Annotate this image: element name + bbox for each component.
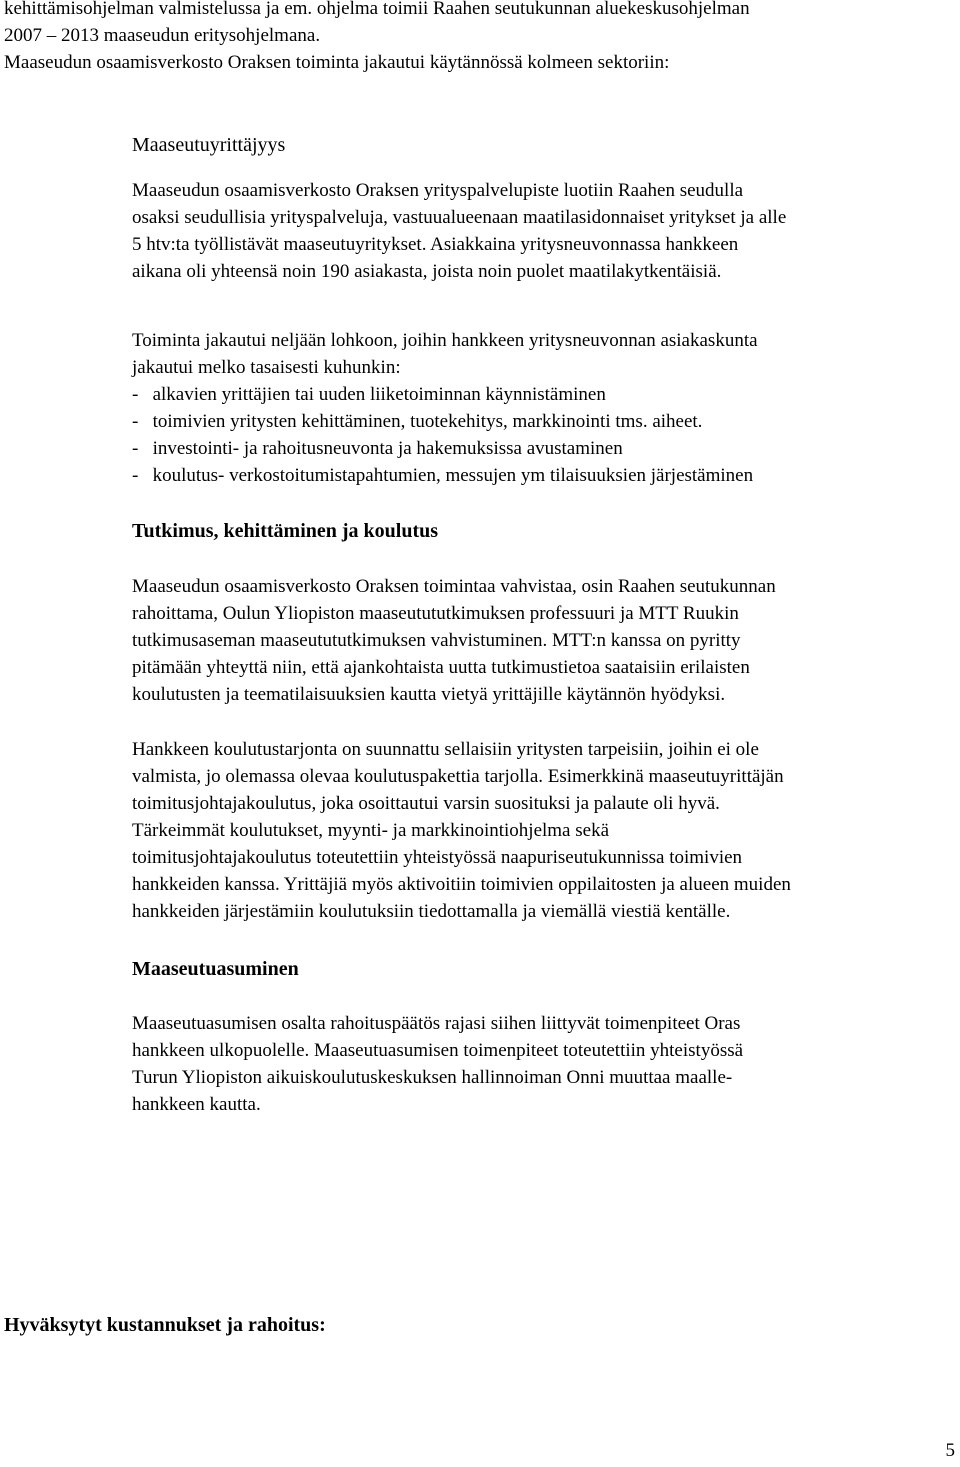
intro-line: kehittämisohjelman valmistelussa ja em. ohjelma toimii Raahen seutukunnan aluekeskusohjelman bbox=[4, 0, 750, 19]
paragraph-line: pitämään yhteyttä niin, että ajankohtaista uutta tutkimustietoa saataisiin erilaisten bbox=[132, 657, 750, 678]
paragraph-line: Tärkeimmät koulutukset, myynti- ja markkinointiohjelma sekä bbox=[132, 820, 610, 841]
intro-line: 2007 – 2013 maaseudun eritysohjelmana. bbox=[4, 25, 321, 46]
list-item: - koulutus- verkostoitumistapahtumien, messujen ym tilaisuuksien järjestäminen bbox=[132, 465, 754, 486]
paragraph-line: rahoittama, Oulun Yliopiston maaseutututkimuksen professuuri ja MTT Ruukin bbox=[132, 603, 739, 624]
section3-paragraph-1 bbox=[132, 1010, 743, 1118]
paragraph-line: Maaseudun osaamisverkosto Oraksen yrityspalvelupiste luotiin Raahen seudulla bbox=[132, 180, 744, 201]
paragraph-line: valmista, jo olemassa olevaa koulutuspakettia tarjolla. Esimerkkinä maaseutuyrittäjän bbox=[132, 766, 784, 787]
section-title-maaseutuyrittajyys: Maaseutuyrittäjyys bbox=[132, 134, 286, 156]
list-item: - investointi- ja rahoitusneuvonta ja hakemuksissa avustaminen bbox=[132, 438, 623, 459]
paragraph-line: hankkeiden järjestämiin koulutuksiin tiedottamalla ja viemällä viestiä kentälle. bbox=[132, 901, 731, 922]
paragraph-line: hankkeiden kanssa. Yrittäjiä myös aktivoitiin toimivien oppilaitosten ja alueen muiden bbox=[132, 874, 791, 895]
section-title-maaseutuasuminen: Maaseutuasuminen bbox=[132, 958, 299, 980]
page-number: 5 bbox=[945, 1440, 955, 1461]
paragraph-line: osaksi seudullisia yrityspalveluja, vastuualueenaan maatilasidonnaiset yritykset ja alle bbox=[132, 207, 787, 228]
paragraph-line: koulutusten ja teematilaisuuksien kautta vietyä yrittäjille käytännön hyödyksi. bbox=[132, 684, 726, 705]
paragraph-line: Turun Yliopiston aikuiskoulutuskeskuksen hallinnoiman Onni muuttaa maalle- bbox=[132, 1067, 733, 1088]
costs-heading: Hyväksytyt kustannukset ja rahoitus: bbox=[4, 1314, 326, 1336]
paragraph-line: hankkeen ulkopuolelle. Maaseutuasumisen toimenpiteet toteutettiin yhteistyössä bbox=[132, 1040, 744, 1061]
paragraph-line: toimitusjohtajakoulutus toteutettiin yhteistyössä naapuriseutukunnissa toimivien bbox=[132, 847, 743, 868]
section-title-tutkimus: Tutkimus, kehittäminen ja koulutus bbox=[132, 520, 439, 542]
sectors-intro: Maaseudun osaamisverkosto Oraksen toiminta jakautui käytännössä kolmeen sektoriin: bbox=[4, 52, 670, 73]
section1-paragraph-2 bbox=[132, 327, 758, 489]
paragraph-line: tutkimusaseman maaseutututkimuksen vahvistuminen. MTT:n kanssa on pyritty bbox=[132, 630, 741, 651]
paragraph-line: hankkeen kautta. bbox=[132, 1094, 261, 1115]
paragraph-line: Maaseudun osaamisverkosto Oraksen toimintaa vahvistaa, osin Raahen seutukunnan bbox=[132, 576, 776, 597]
paragraph-line: 5 htv:ta työllistävät maaseutuyritykset. Asiakkaina yritysneuvonnassa hankkeen bbox=[132, 234, 739, 255]
paragraph-line: Hankkeen koulutustarjonta on suunnattu sellaisiin yritysten tarpeisiin, joihin ei ole bbox=[132, 739, 759, 760]
section2-paragraph-2 bbox=[132, 736, 791, 925]
paragraph-line: Maaseutuasumisen osalta rahoituspäätös rajasi siihen liittyvät toimenpiteet Oras bbox=[132, 1013, 741, 1034]
paragraph-line: toimitusjohtajakoulutus, joka osoittautui varsin suosituksi ja palaute oli hyvä. bbox=[132, 793, 720, 814]
paragraph-line: Toiminta jakautui neljään lohkoon, joihin hankkeen yritysneuvonnan asiakaskunta bbox=[132, 330, 758, 351]
list-item: - toimivien yritysten kehittäminen, tuotekehitys, markkinointi tms. aiheet. bbox=[132, 411, 703, 432]
list-item: - alkavien yrittäjien tai uuden liiketoiminnan käynnistäminen bbox=[132, 384, 606, 405]
intro-paragraph bbox=[4, 0, 750, 49]
paragraph-line: aikana oli yhteensä noin 190 asiakasta, joista noin puolet maatilakytkentäisiä. bbox=[132, 261, 722, 282]
paragraph-line: jakautui melko tasaisesti kuhunkin: bbox=[132, 357, 401, 378]
section2-paragraph-1 bbox=[132, 573, 776, 708]
section1-paragraph-1 bbox=[132, 177, 786, 285]
